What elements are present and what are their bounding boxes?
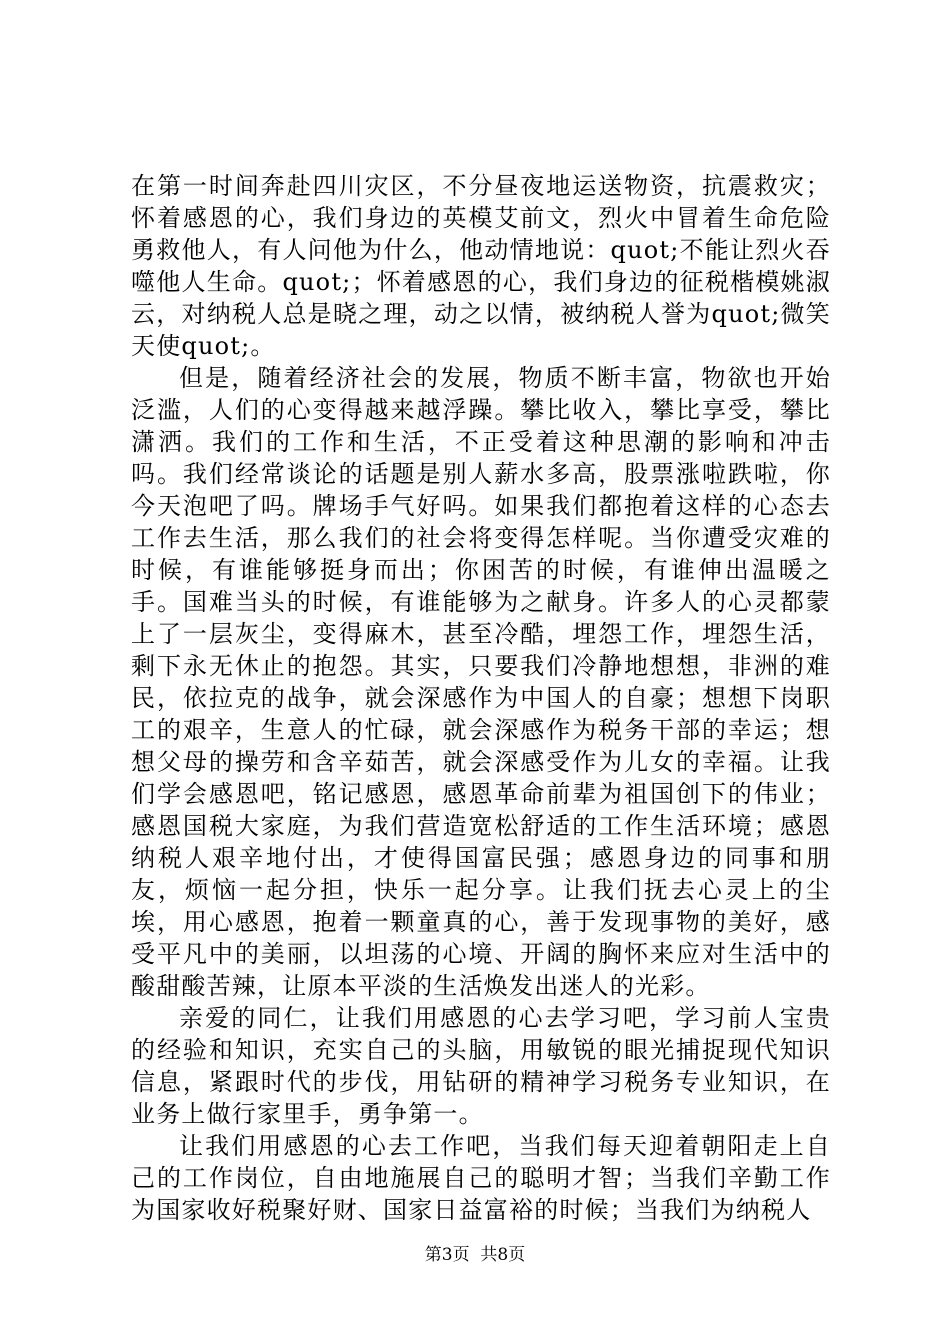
- paragraph: 亲爱的同仁，让我们用感恩的心去学习吧，学习前人宝贵的经验和知识，充实自己的头脑，用敏锐的眼光捕捉现代知识信息，紧跟时代的步伐，用钻研的精神学习税务专业知识，在业务上做行家里手，勇争第一。: [131, 1004, 831, 1128]
- page-number-footer: 第3页 共8页: [424, 1245, 526, 1265]
- document-body: [131, 170, 831, 1226]
- paragraph: 让我们用感恩的心去工作吧，当我们每天迎着朝阳走上自己的工作岗位，自由地施展自己的聪明才智；当我们辛勤工作为国家收好税聚好财、国家日益富裕的时候；当我们为纳税人: [131, 1132, 831, 1224]
- paragraph: 但是，随着经济社会的发展，物质不断丰富，物欲也开始泛滥，人们的心变得越来越浮躁。攀比收入，攀比享受，攀比潇洒。我们的工作和生活，不正受着这种思潮的影响和冲击吗。我们经常谈论的话题是别人薪水多高，股票涨啦跌啦，你今天泡吧了吗。牌场手气好吗。如果我们都抱着这样的心态去工作去生活，那么我们的社会将变得怎样呢。当你遭受灾难的时候，有谁能够挺身而出；你困苦的时候，有谁伸出温暖之手。国难当头的时候，有谁能够为之献身。许多人的心灵都蒙上了一层灰尘，变得麻木，甚至冷酷，埋怨工作，埋怨生活，剩下永无休止的抱怨。其实，只要我们冷静地想想，非洲的难民，依拉克的战争，就会深感作为中国人的自豪；想想下岗职工的艰辛，生意人的忙碌，就会深感作为税务干部的幸运；想想父母的操劳和含辛茹苦，就会深感受作为儿女的幸福。让我们学会感恩吧，铭记感恩，感恩革命前辈为祖国创下的伟业；感恩国税大家庭，为我们营造宽松舒适的工作生活环境；感恩纳税人艰辛地付出，才使得国富民强；感恩身边的同事和朋友，烦恼一起分担，快乐一起分享。让我们抚去心灵上的尘埃，用心感恩，抱着一颗童真的心，善于发现事物的美好，感受平凡中的美丽，以坦荡的心境、开阔的胸怀来应对生活中的酸甜酸苦辣，让原本平淡的生活焕发出迷人的光彩。: [131, 364, 831, 1000]
- paragraph: 在第一时间奔赴四川灾区，不分昼夜地运送物资，抗震救灾；怀着感恩的心，我们身边的英模艾前文，烈火中冒着生命危险勇救他人，有人问他为什么，他动情地说：quot;不能让烈火吞噬他人生命。quot;；怀着感恩的心，我们身边的征税楷模姚淑云，对纳税人总是晓之理，动之以情，被纳税人誉为quot;微笑天使quot;。: [131, 172, 831, 360]
